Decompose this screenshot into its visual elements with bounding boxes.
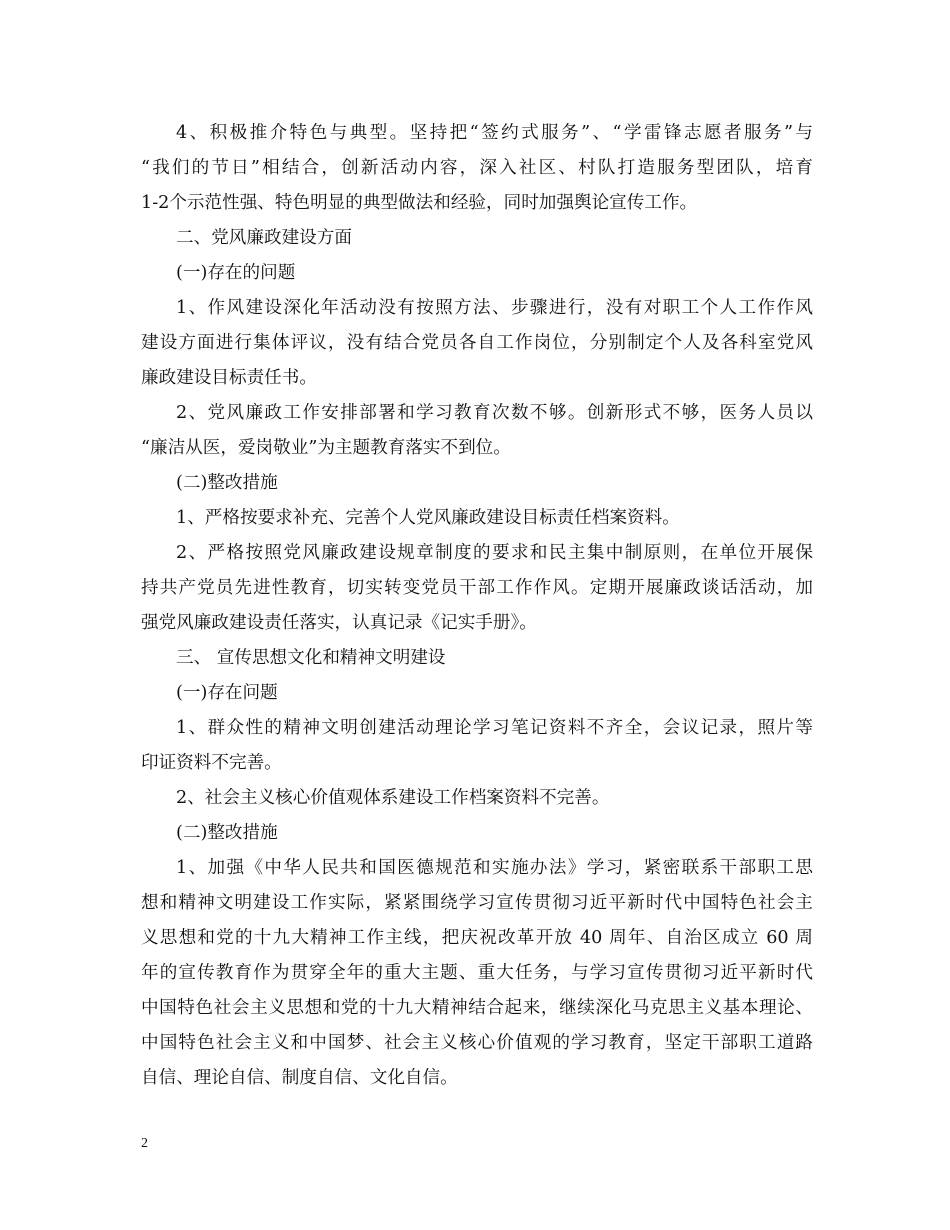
- text-line: “廉洁从医，爱岗敬业”为主题教育落实不到位。: [141, 438, 511, 458]
- text-line: 自信、理论自信、制度自信、文化自信。: [141, 1068, 458, 1088]
- text-line: 1、加强《中华人民共和国医德规范和实施办法》学习，紧密联系干部职工思: [176, 858, 813, 878]
- text-line: 年的宣传教育作为贯穿全年的重大主题、重大任务，与学习宣传贯彻习近平新时代: [141, 963, 813, 983]
- document-body: [141, 116, 813, 1096]
- text-line: (二)整改措施: [176, 823, 278, 843]
- text-line: 2、社会主义核心价值观体系建设工作档案资料不完善。: [176, 788, 610, 808]
- text-line: 1、作风建设深化年活动没有按照方法、步骤进行，没有对职工个人工作作风: [176, 298, 813, 318]
- text-line: (一)存在问题: [176, 683, 278, 703]
- text-line: 廉政建设目标责任书。: [141, 368, 317, 388]
- text-line: (二)整改措施: [176, 473, 278, 493]
- text-line: 二、党风廉政建设方面: [176, 228, 352, 248]
- text-line: 中国特色社会主义和中国梦、社会主义核心价值观的学习教育，坚定干部职工道路: [141, 1033, 813, 1053]
- text-line: 义思想和党的十九大精神工作主线，把庆祝改革开放 40 周年、自治区成立 60 周: [141, 928, 813, 948]
- text-line: 中国特色社会主义思想和党的十九大精神结合起来，继续深化马克思主义基本理论、: [141, 998, 813, 1018]
- text-line: 1-2个示范性强、特色明显的典型做法和经验，同时加强舆论宣传工作。: [141, 193, 698, 213]
- text-line: 强党风廉政建设责任落实，认真记录《记实手册》。: [141, 613, 537, 633]
- text-line: 三、 宣传思想文化和精神文明建设: [176, 648, 446, 668]
- text-line: 印证资料不完善。: [141, 753, 282, 773]
- text-line: 建设方面进行集体评议，没有结合党员各自工作岗位，分别制定个人及各科室党风: [141, 333, 813, 353]
- text-line: 1、严格按要求补充、完善个人党风廉政建设目标责任档案资料。: [176, 508, 680, 528]
- text-line: 想和精神文明建设工作实际，紧紧围绕学习宣传贯彻习近平新时代中国特色社会主: [141, 893, 813, 913]
- text-line: 2、党风廉政工作安排部署和学习教育次数不够。创新形式不够，医务人员以: [176, 403, 813, 423]
- page-number: 2: [141, 1136, 148, 1151]
- text-line: (一)存在的问题: [176, 263, 296, 283]
- text-line: 持共产党员先进性教育，切实转变党员干部工作作风。定期开展廉政谈话活动，加: [141, 578, 813, 598]
- text-line: 1、群众性的精神文明创建活动理论学习笔记资料不齐全，会议记录，照片等: [176, 718, 813, 738]
- text-line: 4、积极推介特色与典型。坚持把“签约式服务”、“学雷锋志愿者服务”与: [176, 123, 813, 143]
- text-line: 2、严格按照党风廉政建设规章制度的要求和民主集中制原则，在单位开展保: [176, 543, 813, 563]
- text-line: “我们的节日”相结合，创新活动内容，深入社区、村队打造服务型团队，培育: [141, 158, 813, 178]
